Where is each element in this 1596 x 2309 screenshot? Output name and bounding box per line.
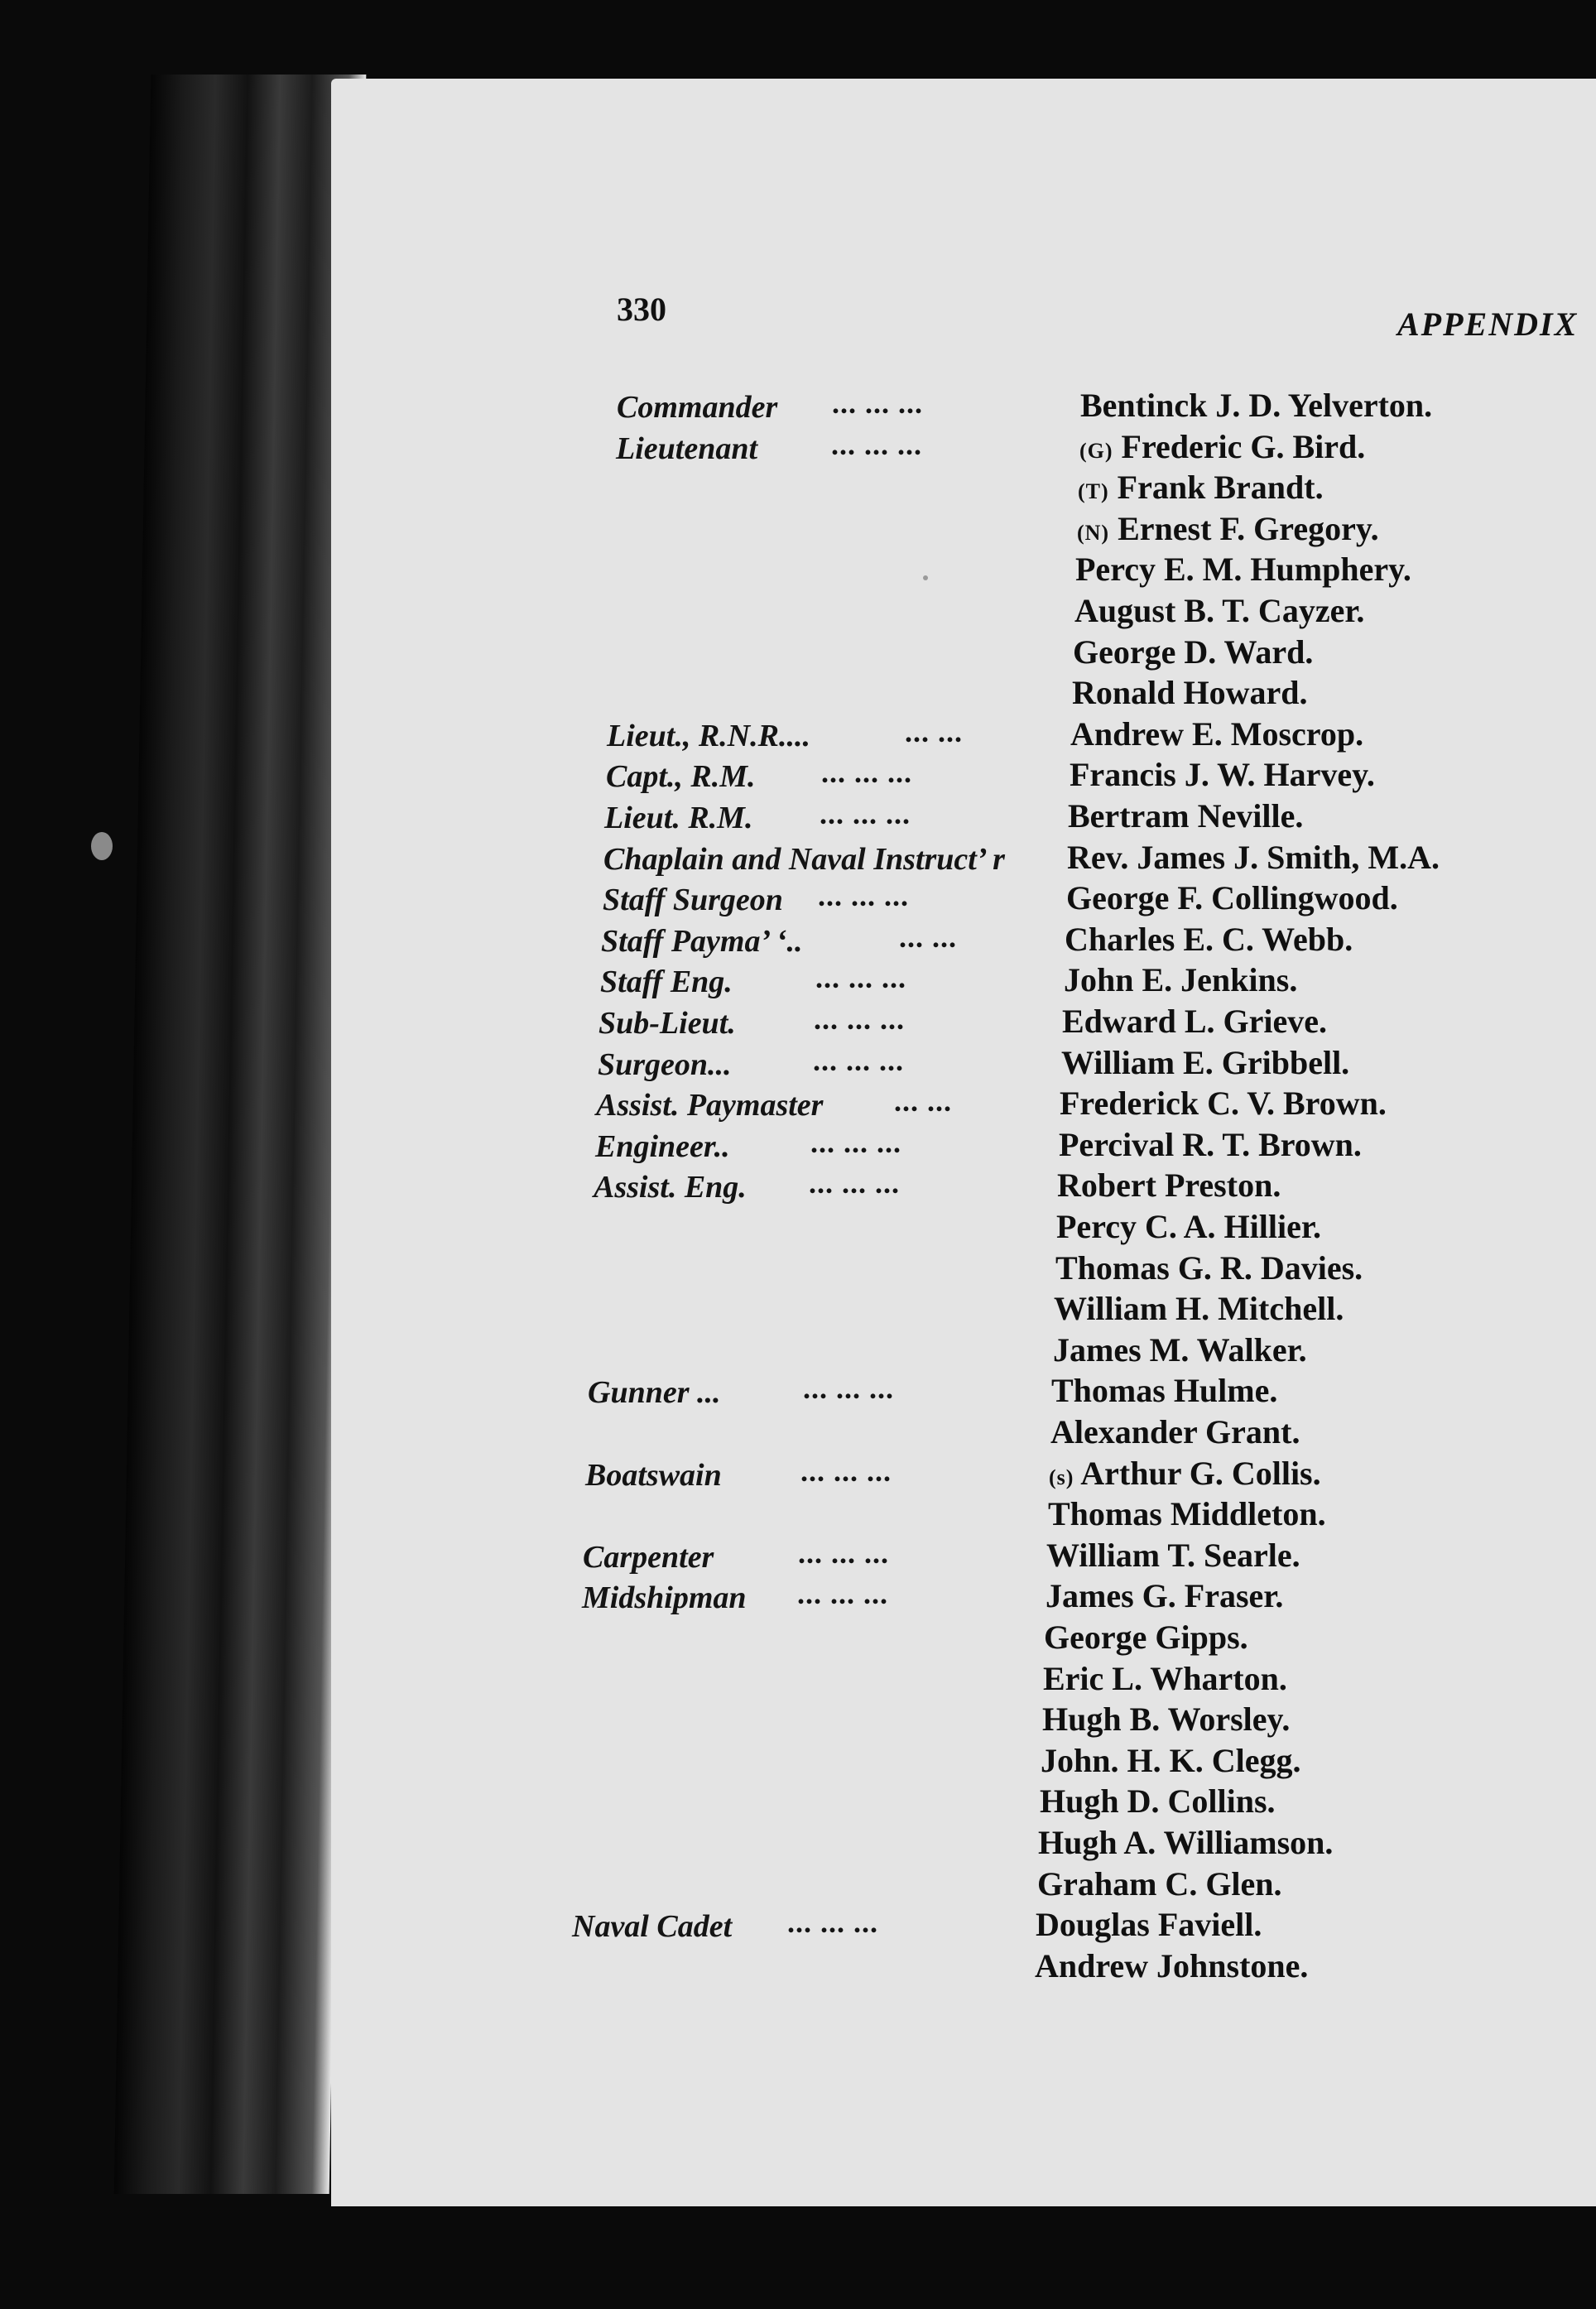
rank-label: Lieut. R.M. — [604, 801, 753, 835]
dot-leader: ... ... ... — [787, 1906, 878, 1940]
roster-entry — [0, 1618, 1596, 1659]
officer-name-text: Frank Brandt. — [1117, 469, 1324, 507]
officer-name-text: John E. Jenkins. — [1064, 961, 1298, 999]
dot-leader: ... ... ... — [821, 756, 912, 790]
officer-name — [1046, 1576, 1283, 1615]
officer-name-text: Andrew E. Moscrop. — [1070, 714, 1364, 753]
roster-entry — [0, 1576, 1596, 1618]
officer-name-text: George F. Collingwood. — [1066, 879, 1398, 917]
officer-name-text: John. H. K. Clegg. — [1041, 1741, 1301, 1779]
officer-name — [1079, 427, 1365, 466]
rank-label: Carpenter — [583, 1539, 714, 1575]
officer-name — [1072, 673, 1308, 712]
rank-label: Staff Surgeon — [603, 883, 783, 918]
officer-name-text: William T. Searle. — [1046, 1536, 1300, 1574]
specialty-prefix: (T) — [1078, 479, 1109, 504]
officer-name-text: Eric L. Wharton. — [1043, 1659, 1287, 1697]
officer-name-text: Hugh B. Worsley. — [1042, 1700, 1291, 1739]
dot-leader: ... ... ... — [797, 1577, 888, 1611]
rank-label: Assist. Eng. — [594, 1170, 747, 1205]
officer-name-text: Bentinck J. D. Yelverton. — [1080, 387, 1433, 424]
dot-leader: ... ... ... — [831, 427, 922, 461]
officer-name — [1078, 468, 1324, 507]
rank-label: Capt., R.M. — [606, 759, 756, 795]
rank-label: Staff Payma’ ‘.. — [601, 923, 803, 959]
officer-name — [1061, 1043, 1349, 1082]
rank-label: Commander — [617, 390, 778, 425]
officer-name-text: Frederick C. V. Brown. — [1060, 1085, 1387, 1123]
roster-entry — [0, 1782, 1596, 1823]
officer-name — [1059, 1125, 1362, 1164]
officer-name — [1038, 1823, 1333, 1862]
running-head: APPENDIX — [1397, 305, 1579, 343]
specialty-prefix: (s) — [1049, 1465, 1074, 1489]
officer-name — [1054, 1289, 1344, 1328]
rank-label: Lieut., R.N.R.... — [607, 718, 810, 753]
roster-entry — [0, 1043, 1596, 1085]
roster-entry — [0, 878, 1596, 920]
officer-name — [1055, 1248, 1363, 1287]
roster-entry — [0, 1330, 1596, 1372]
officer-name — [1064, 960, 1297, 999]
dot-leader: ... ... ... — [818, 879, 909, 913]
roster-entry — [0, 1207, 1596, 1248]
officer-name — [1080, 386, 1432, 425]
rank-label: Chaplain and Naval Instruct’ r — [603, 841, 1005, 877]
officer-name — [1065, 920, 1353, 959]
dot-leader: ... ... ... — [815, 961, 906, 995]
roster-entry — [0, 386, 1596, 427]
officer-name-text: Hugh A. Williamson. — [1038, 1824, 1334, 1861]
officer-name — [1036, 1905, 1262, 1944]
officer-name — [1049, 1454, 1321, 1493]
officer-name — [1066, 878, 1398, 917]
roster-entry — [0, 1289, 1596, 1330]
rank-label: Sub-Lieut. — [598, 1006, 736, 1041]
officer-name-text: William H. Mitchell. — [1054, 1290, 1344, 1328]
rank-label: Assist. Paymaster — [596, 1088, 824, 1123]
officer-name — [1037, 1864, 1282, 1903]
roster-entry — [0, 1494, 1596, 1536]
officer-name — [1077, 509, 1379, 548]
officer-name-text: Ernest F. Gregory. — [1118, 509, 1379, 547]
officer-name — [1051, 1371, 1277, 1410]
officer-name — [1068, 796, 1303, 835]
roster-entry — [0, 796, 1596, 838]
officer-name — [1035, 1946, 1308, 1985]
officer-name-text: James G. Fraser. — [1046, 1577, 1284, 1615]
officer-name — [1056, 1207, 1321, 1246]
roster-entry — [0, 1864, 1596, 1906]
dot-leader: ... ... ... — [813, 1043, 904, 1077]
roster-entry — [0, 1454, 1596, 1495]
officer-name — [1067, 838, 1440, 877]
rank-label: Staff Eng. — [600, 964, 733, 1000]
rank-label: Gunner ... — [588, 1375, 721, 1411]
dot-leader: ... ... ... — [814, 1003, 905, 1036]
officer-name — [1062, 1002, 1327, 1041]
officer-name-text: Francis J. W. Harvey. — [1070, 756, 1375, 794]
roster-entry — [0, 673, 1596, 714]
officer-name-text: Arthur G. Collis. — [1080, 1454, 1321, 1492]
officer-name-text: Graham C. Glen. — [1037, 1864, 1282, 1903]
roster-entry — [0, 755, 1596, 796]
roster-entry — [0, 1659, 1596, 1700]
officer-name-text: Hugh D. Collins. — [1040, 1782, 1276, 1821]
officer-name-text: Ronald Howard. — [1072, 674, 1308, 712]
officer-name — [1053, 1330, 1307, 1369]
roster-entry — [0, 960, 1596, 1002]
officer-name-text: Percy C. A. Hillier. — [1056, 1208, 1321, 1245]
officer-name-text: Andrew Johnstone. — [1035, 1946, 1309, 1984]
roster-entry — [0, 920, 1596, 961]
rank-label: Engineer.. — [595, 1128, 730, 1164]
rank-label: Naval Cadet — [572, 1909, 733, 1945]
roster-entry — [0, 509, 1596, 551]
officer-name — [1042, 1700, 1290, 1739]
officer-name-text: Alexander Grant. — [1050, 1413, 1300, 1450]
rank-label: Surgeon... — [598, 1046, 732, 1082]
officer-name — [1050, 1412, 1300, 1451]
dot-leader: ... ... — [894, 1085, 952, 1118]
roster-entry — [0, 1946, 1596, 1988]
roster-entry — [0, 1741, 1596, 1782]
roster-entry — [0, 427, 1596, 469]
dot-leader: ... ... — [905, 714, 963, 748]
dot-leader: ... ... ... — [832, 387, 923, 420]
dot-leader: ... ... ... — [810, 1125, 901, 1159]
specialty-prefix: (G) — [1079, 438, 1113, 463]
officer-name — [1060, 1084, 1387, 1123]
officer-name — [1073, 633, 1313, 671]
officer-name-text: William E. Gribbell. — [1061, 1043, 1350, 1081]
rank-label: Midshipman — [582, 1580, 747, 1616]
roster-entry — [0, 1823, 1596, 1864]
roster-entry — [0, 468, 1596, 509]
officer-name-text: Douglas Faviell. — [1036, 1906, 1262, 1944]
officer-name — [1040, 1782, 1276, 1821]
roster-entry — [0, 1166, 1596, 1207]
specialty-prefix: (N) — [1077, 520, 1110, 545]
roster-entry — [0, 1371, 1596, 1412]
officer-name-text: Charles E. C. Webb. — [1065, 920, 1353, 958]
rank-label: Boatswain — [585, 1457, 722, 1493]
roster-entry — [0, 1412, 1596, 1454]
officer-name-text: Percy E. M. Humphery. — [1075, 551, 1411, 589]
roster-entry — [0, 1248, 1596, 1290]
dot-leader: ... ... ... — [809, 1167, 900, 1200]
roster-entry — [0, 1084, 1596, 1125]
officer-name — [1075, 550, 1411, 589]
officer-name-text: Percival R. T. Brown. — [1059, 1125, 1362, 1163]
roster-entry — [0, 633, 1596, 674]
roster-entry — [0, 1536, 1596, 1577]
officer-name-text: George D. Ward. — [1073, 633, 1314, 671]
officer-name-text: Frederic G. Bird. — [1121, 427, 1366, 465]
officer-name-text: Thomas Hulme. — [1051, 1372, 1278, 1410]
officer-name — [1074, 591, 1364, 630]
officer-name-text: Rev. James J. Smith, M.A. — [1067, 838, 1440, 876]
roster-entry — [0, 1905, 1596, 1946]
officer-name-text: Edward L. Grieve. — [1062, 1003, 1327, 1040]
officer-name-text: George Gipps. — [1044, 1619, 1248, 1656]
roster-entry — [0, 1125, 1596, 1167]
roster-entry — [0, 714, 1596, 756]
officer-name — [1046, 1536, 1300, 1575]
page-number: 330 — [617, 291, 666, 328]
officer-name — [1070, 755, 1375, 794]
dot-leader: ... ... ... — [800, 1454, 892, 1488]
officer-name — [1043, 1659, 1287, 1698]
officer-name — [1041, 1741, 1300, 1780]
rank-label: Lieutenant — [616, 431, 758, 466]
roster-entry — [0, 1700, 1596, 1741]
dot-leader: ... ... ... — [820, 797, 911, 830]
dot-leader: ... ... ... — [798, 1536, 889, 1570]
officer-name-text: Bertram Neville. — [1068, 797, 1304, 835]
roster-entry — [0, 838, 1596, 879]
officer-name-text: Thomas Middleton. — [1048, 1495, 1326, 1533]
dot-leader: ... ... ... — [803, 1372, 894, 1406]
dot-leader: ... ... — [899, 920, 957, 954]
officer-name — [1057, 1166, 1281, 1205]
officer-name — [1070, 714, 1363, 753]
roster-entry — [0, 591, 1596, 633]
officer-name-text: August B. T. Cayzer. — [1074, 592, 1365, 629]
officer-name — [1048, 1494, 1326, 1533]
roster-entry — [0, 1002, 1596, 1043]
officer-name-text: Robert Preston. — [1057, 1167, 1281, 1205]
officer-name-text: James M. Walker. — [1053, 1330, 1307, 1369]
officer-name — [1044, 1618, 1248, 1657]
roster-entry — [0, 550, 1596, 591]
officer-name-text: Thomas G. R. Davies. — [1055, 1248, 1363, 1287]
